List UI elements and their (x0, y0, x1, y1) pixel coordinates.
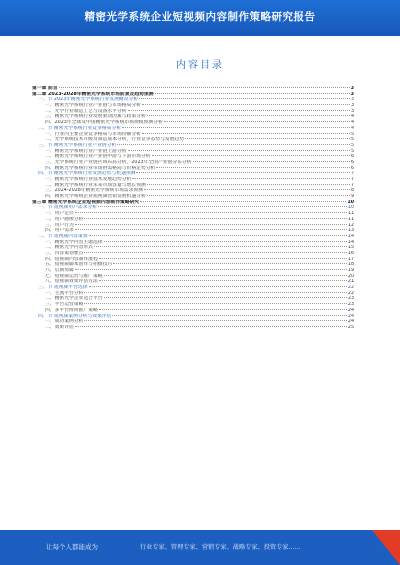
toc-page-number: 8 (350, 188, 354, 194)
toc-page-number: 23 (347, 296, 354, 302)
toc-entry-text: 一、节 短视频用户需求分析 (38, 205, 98, 211)
report-header (0, 0, 400, 36)
toc-page-number: 14 (347, 239, 354, 245)
toc-leader-dots (75, 326, 347, 327)
toc-page-number: 10 (347, 199, 354, 205)
toc-page-number: 3 (350, 103, 354, 109)
toc-page-number: 24 (347, 319, 354, 325)
toc-leader-dots (75, 212, 347, 213)
toc-page-number: 17 (347, 256, 354, 262)
toc-leader-dots (75, 224, 347, 225)
toc-leader-dots (164, 121, 350, 122)
toc-entry-text: 三、平台运营策略 (45, 302, 84, 308)
toc-leader-dots (99, 258, 347, 259)
toc-leader-dots (122, 127, 350, 128)
toc-entry-text: 四、节 精密光学系统行业发展趋势与机遇预测 (38, 171, 136, 177)
toc-leader-dots (147, 115, 350, 116)
toc-entry-text: 一、用户定位 (45, 211, 74, 217)
toc-leader-dots (75, 269, 347, 270)
toc-leader-dots (136, 172, 349, 173)
toc-heading: 内容目录 (176, 60, 224, 71)
toc-leader-dots (128, 150, 350, 151)
toc-page-number: 4 (350, 120, 354, 126)
footer-slogan: 让每个人都能成为 (46, 543, 98, 551)
toc-page-number: 5 (350, 137, 354, 143)
toc-leader-dots (140, 201, 346, 202)
toc-entry-text: 三、2024-2028年精密光学系统市场需求预测 (45, 188, 144, 194)
toc-leader-dots (112, 315, 346, 316)
toc-leader-dots (84, 292, 347, 293)
toc-entry-text: 二、节 精密光学系统行业竞争格局分析 (38, 125, 122, 131)
toc-leader-dots (185, 138, 350, 139)
toc-page-number: 11 (347, 211, 354, 217)
toc-leader-dots (84, 218, 347, 219)
toc-entry-text: 一、行业内主要企业竞争格局与市场份额分析 (45, 131, 141, 137)
toc-entry-text: 第一章 前言 (32, 86, 58, 91)
toc-page-number: 7 (350, 182, 354, 188)
toc-entry-text: 二、节 短视频内容策划 (38, 233, 88, 239)
toc-leader-dots (99, 309, 347, 310)
toc-entry-text: 一、主流平台分析 (45, 290, 84, 296)
toc-leader-dots (113, 263, 347, 264)
toc-leader-dots (139, 98, 350, 99)
report-title: 精密光学系统企业短视频内容制作策略研究报告 (84, 11, 316, 23)
toc-page-number: 3 (350, 91, 354, 97)
toc-entry-text: 四、用户需求 (45, 228, 74, 234)
toc-entry-text: 二、效果评估 (45, 324, 74, 330)
toc-leader-dots (156, 167, 350, 168)
toc-page-number: 4 (350, 114, 354, 120)
toc-page-number: 20 (347, 273, 354, 279)
toc-page-number: 6 (350, 159, 354, 165)
toc-leader-dots (132, 178, 350, 179)
toc-entry-text: 二、光学行业制造工艺与设备水平分析 (45, 108, 127, 114)
toc-entry-text: 四、节 短视频案例分析与效果评估 (38, 313, 112, 319)
toc-leader-dots (99, 280, 347, 281)
toc-leader-dots (94, 246, 347, 247)
toc-page-number: 9 (350, 194, 354, 200)
toc-leader-dots (84, 303, 347, 304)
toc-entry-text: 二、精密光学企业适合平台 (45, 296, 103, 302)
toc-leader-dots (142, 133, 350, 134)
toc-leader-dots (117, 144, 350, 145)
toc-entry-text: 三、节 精密光学系统行业产业链分析 (38, 142, 117, 148)
toc-entry-text: 四、2023年全球及中国精密光学系统市场规模预测分析 (45, 120, 163, 126)
toc-page-number: 23 (347, 302, 354, 308)
footer-accent-triangle (372, 530, 400, 565)
toc-page-number: 4 (350, 125, 354, 131)
toc-page-number: 5 (350, 148, 354, 154)
toc-leader-dots (104, 297, 347, 298)
toc-page-number: 24 (347, 313, 354, 319)
toc-entry-text: 六、后期剪辑 (45, 268, 74, 273)
toc-leader-dots (104, 275, 347, 276)
toc-page-number: 19 (347, 268, 354, 273)
toc-entry-text: 三、光学系统行业产业链区域布局分析，2023年全国产业链分布分析 (45, 159, 192, 165)
toc-entry-text: 第二章 2023-2028年精密光学系统市场前景及趋势预测 (32, 91, 154, 97)
toc-leader-dots (147, 184, 350, 185)
toc-page-number: 12 (347, 222, 354, 228)
toc-entry-text: 三、内容策划要点 (45, 250, 84, 256)
toc-entry-text: 一、精密光学系统行业技术发展趋势分析 (45, 177, 132, 182)
toc-page-number: 3 (350, 86, 354, 91)
toc-leader-dots (142, 104, 350, 105)
toc-page-number: 16 (347, 250, 354, 256)
toc-page-number: 5 (350, 142, 354, 148)
toc-entry-text: 一、节 2023年精密光学系统行业发展概况分析 (38, 97, 139, 103)
toc-entry-text: 五、短视频脚本创作与拍摄技巧 (45, 262, 113, 268)
toc-page-number: 6 (350, 165, 354, 171)
toc-entry-text: 一、精密光学系统行业产业链上游分析 (45, 148, 127, 154)
toc-page-number: 7 (350, 171, 354, 177)
toc-page-number: 15 (347, 245, 354, 251)
toc-page-number: 11 (347, 216, 354, 222)
toc-leader-dots (75, 229, 347, 230)
toc-entry-text: 第三章 精密光学系统企业短视频内容制作策略研究 (32, 199, 140, 205)
toc-leader-dots (128, 110, 350, 111)
toc-entry-text: 一、成功案例分析 (45, 319, 84, 325)
toc-entry[interactable] (32, 325, 354, 331)
toc-entry-text: 二、用户画像分析 (45, 216, 84, 222)
toc-page-number: 21 (347, 279, 354, 285)
toc-page-number: 24 (347, 307, 354, 313)
toc-page-number: 22 (347, 290, 354, 296)
toc-entry-text: 三、精密光学系统行业发展驱动因素与政策分析 (45, 114, 146, 120)
page-footer (0, 530, 400, 565)
toc-entry-text: 八、短视频效果评估方法 (45, 279, 98, 285)
toc-entry-text: 四、短视频内容制作流程 (45, 256, 98, 262)
table-of-contents (32, 86, 354, 331)
toc-entry-text: 四、精密光学系统企业短视频营销发展机遇分析 (45, 194, 146, 200)
footer-tags: 行业专家、管理专家、营销专家、战略专家、投资专家…… (140, 544, 301, 551)
toc-entry-text: 七、短视频运营与推广策略 (45, 273, 103, 279)
toc-leader-dots (84, 320, 347, 321)
toc-page-number: 13 (347, 228, 354, 234)
toc-page-number: 3 (350, 97, 354, 103)
toc-leader-dots (152, 155, 350, 156)
toc-entry-text: 一、精密光学系统行业产业链与市场格局分析 (45, 103, 141, 109)
toc-entry-text: 二、精密光学内容形式 (45, 245, 93, 251)
toc-entry-text: 三、节 短视频平台选择 (38, 285, 88, 291)
toc-entry-text: 二、精密光学系统行业未来市场容量与增长预测 (45, 182, 146, 188)
toc-page-number: 6 (350, 154, 354, 160)
toc-leader-dots (155, 93, 350, 94)
toc-leader-dots (59, 87, 350, 88)
toc-entry-text: 二、光学系统技术升级及制造成本分析，行业竞争态势与发展趋势 (45, 137, 185, 143)
toc-entry-text: 二、精密光学系统行业产业链中游与下游市场分析 (45, 154, 151, 160)
toc-leader-dots (89, 286, 347, 287)
toc-page-number: 3 (350, 108, 354, 114)
toc-leader-dots (144, 189, 350, 190)
toc-page-number: 25 (347, 324, 354, 330)
toc-page-number: 18 (347, 262, 354, 268)
toc-page-number: 10 (347, 205, 354, 211)
toc-leader-dots (193, 161, 350, 162)
toc-entry-text: 四、精密光学系统行业市场供需格局与价格走势分析 (45, 165, 156, 171)
toc-page-number: 14 (347, 233, 354, 239)
toc-entry-text: 一、精密光学内容主题选择 (45, 239, 103, 245)
toc-entry-text: 三、用户行为 (45, 222, 74, 228)
toc-leader-dots (89, 235, 347, 236)
toc-leader-dots (147, 195, 350, 196)
toc-page-number: 7 (350, 177, 354, 182)
toc-leader-dots (84, 252, 347, 253)
toc-leader-dots (104, 241, 347, 242)
toc-page-number: 22 (347, 285, 354, 291)
toc-page-number: 5 (350, 131, 354, 137)
toc-leader-dots (98, 206, 347, 207)
toc-entry-text: 四、多平台协同推广策略 (45, 307, 98, 313)
